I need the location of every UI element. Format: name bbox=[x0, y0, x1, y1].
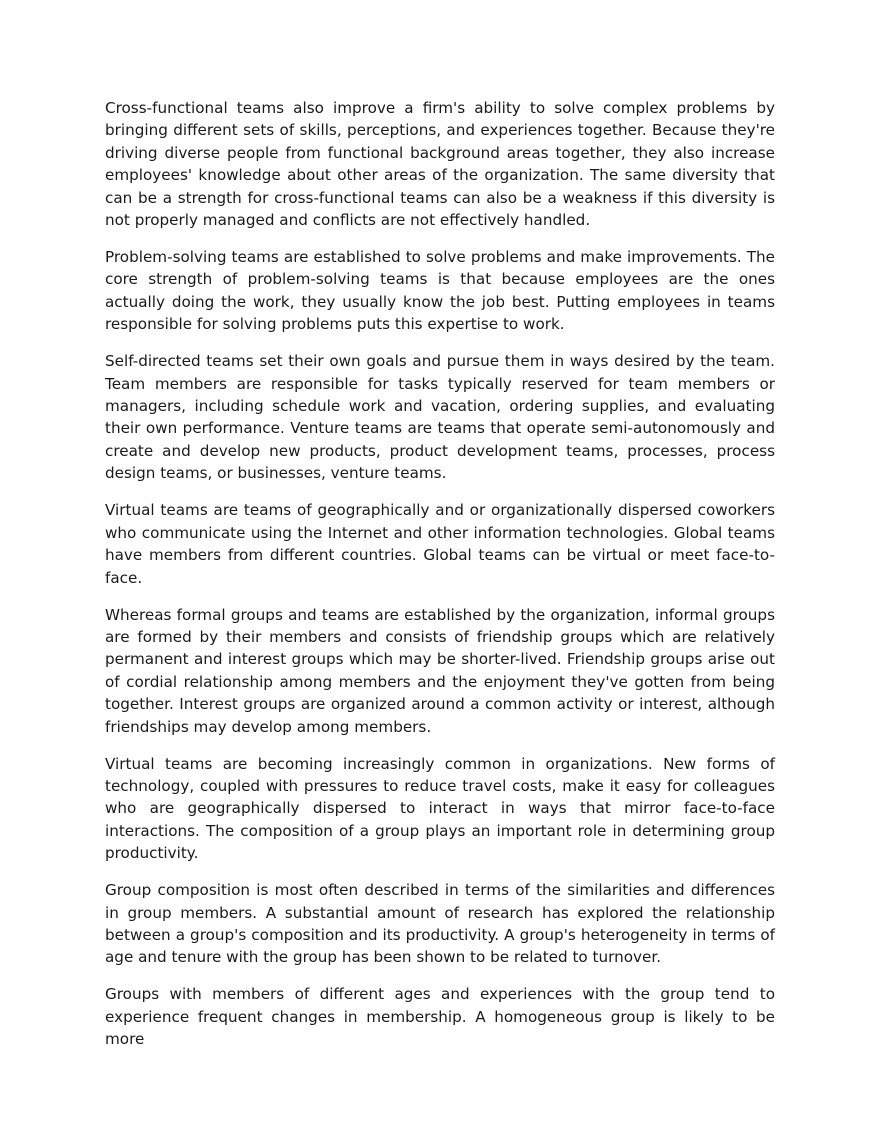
paragraph-problem-solving-teams: Problem-solving teams are established to solve problems and make improvements. The core strength of problem-solving teams is that because employees are the ones actually doing the work, they usually know the job best. Putting employees in teams responsible for solving problems puts this expertise to work. bbox=[105, 248, 775, 334]
paragraph-cross-functional-teams: Cross-functional teams also improve a firm's ability to solve complex problems by bringing different sets of skills, perceptions, and experiences together. Because they're driving diverse people from functional background areas together, they also increase employees' knowledge about other areas of the organization. The same diversity that can be a strength for cross-functional teams can also be a weakness if this diversity is not properly managed and conflicts are not effectively handled. bbox=[105, 99, 775, 230]
paragraph-virtual-global-teams: Virtual teams are teams of geographically and or organizationally dispersed coworkers who communicate using the Internet and other information technologies. Global teams have members from different countries. Global teams can be virtual or meet face-to-face. bbox=[105, 501, 775, 587]
paragraph-informal-groups: Whereas formal groups and teams are established by the organization, informal groups are formed by their members and consists of friendship groups which are relatively permanent and interest groups which may be shorter-lived. Friendship groups arise out of cordial relationship among members and the enjoyment they've gotten from being together. Interest groups are organized around a common activity or interest, although friendships may develop among members. bbox=[105, 605, 775, 736]
paragraph-group-membership-changes: Groups with members of different ages and experiences with the group tend to experience frequent changes in membership. A homogeneous group is likely to be more bbox=[105, 985, 775, 1049]
paragraph-virtual-teams-common: Virtual teams are becoming increasingly common in organizations. New forms of technology, coupled with pressures to reduce travel costs, make it easy for colleagues who are geographically dispersed to interact in ways that mirror face-to-face interactions. The composition of a group plays an important role in determining group productivity. bbox=[105, 754, 775, 863]
paragraph-group-composition: Group composition is most often described in terms of the similarities and differences in group members. A substantial amount of research has explored the relationship between a group's composition and its productivity. A group's heterogeneity in terms of age and tenure with the group has been shown to be related to turnover. bbox=[105, 881, 775, 967]
document-page bbox=[105, 97, 775, 1065]
paragraph-self-directed-teams: Self-directed teams set their own goals and pursue them in ways desired by the team. Team members are responsible for tasks typically reserved for team members or managers, including schedule work and vacation, ordering supplies, and evaluating their own performance. Venture teams are teams that operate semi-autonomously and create and develop new products, product development teams, processes, process design teams, or businesses, venture teams. bbox=[105, 352, 775, 483]
